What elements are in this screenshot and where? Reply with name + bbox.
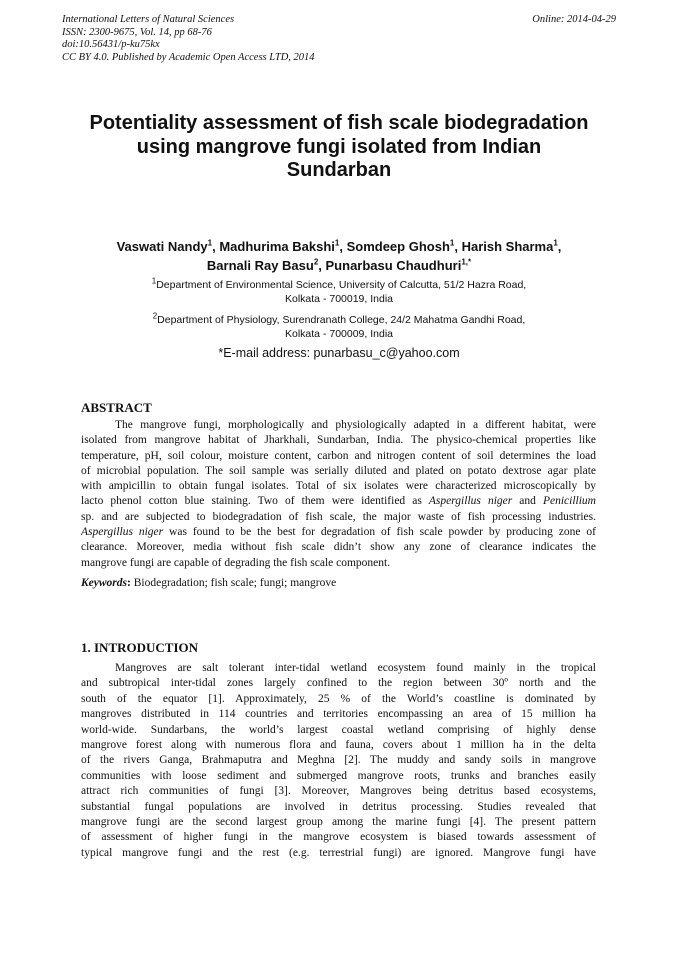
intro-line: mangrove forest along with numerous flora and fauna, covers about 1 million ha in the delta [81, 739, 596, 752]
species-name: Aspergillus niger [428, 495, 513, 508]
affiliation-mark: 2 [152, 311, 158, 321]
author-name: Harish Sharma [461, 239, 554, 254]
author-separator: , [318, 258, 326, 273]
keywords-text: Biodegradation; fish scale; fungi; mangrove [130, 577, 337, 589]
intro-line: attract rich communities of fungi [3]. Moreover, Mangroves being detritus based ecosystems, [81, 785, 596, 798]
journal-header [62, 14, 616, 64]
journal-issn: ISSN: 2300-9675, Vol. 14, pp 68-76 [62, 26, 212, 38]
abstract-line: with ampicillin to obtain fungal isolates. Total of six isolates were characterized microscopically by [81, 480, 596, 493]
online-date: Online: 2014-04-29 [532, 14, 616, 25]
introduction-heading: 1. INTRODUCTION [81, 640, 199, 655]
keywords-label: Keywords [81, 577, 127, 589]
author-affiliation-mark: 1 [207, 238, 213, 248]
author-separator: , [557, 239, 562, 254]
author-name: Madhurima Bakshi [219, 239, 335, 254]
abstract-text: and [512, 495, 543, 508]
species-name: Penicillium [542, 495, 596, 508]
author-separator: , [454, 239, 462, 254]
author-name: Barnali Ray Basu [206, 258, 314, 273]
affiliation-line [40, 311, 638, 328]
abstract-heading: ABSTRACT [81, 400, 152, 415]
keywords-colon: : [127, 577, 131, 589]
author-name: Somdeep Ghosh [346, 239, 450, 254]
author-affiliation-mark: 1 [553, 238, 558, 248]
intro-line: typical mangrove fungi and the rest (e.g. terrestrial fungi) are ignored. Mangrove fungi have [81, 846, 596, 859]
intro-line: world-wide. Sundarbans, the world’s largest coastal wetland comprising of highly dense [81, 723, 596, 736]
author-separator: , [339, 239, 347, 254]
intro-line: of assessment of higher fungi in the mangrove ecosystem is biased towards assessment of [81, 831, 596, 844]
author-affiliation-mark: 2 [313, 257, 319, 267]
abstract-body [81, 418, 596, 571]
abstract-line: sp. and are subjected to biodegradation of fish scale, the major waste of fish processing industries. [81, 510, 596, 523]
author-name: Punarbasu Chaudhuri [325, 258, 462, 273]
species-name: Aspergillus niger [81, 526, 164, 539]
abstract-line: temperature, pH, soil colour, moisture content, carbon and nitrogen content of soil determines the load [81, 449, 596, 462]
affiliation-line: Kolkata - 700019, India [285, 292, 393, 305]
abstract-line: isolated from mangrove habitat of Jharkhali, Sundarban, India. The physico-chemical properties like [81, 434, 596, 447]
abstract-line [81, 525, 596, 540]
title-line: Potentiality assessment of fish scale biodegradation [89, 112, 589, 134]
affiliation-2 [40, 311, 638, 341]
paper-title [60, 112, 618, 183]
abstract-line [81, 494, 596, 509]
abstract-text: was found to be the best for degradation of fish scale powder by producing zone of [163, 526, 596, 539]
abstract-line: clearance. Moreover, media without fish scale didn’t show any zone of clearance indicates the [81, 541, 596, 554]
journal-name: International Letters of Natural Sciences [62, 14, 235, 25]
author-affiliation-mark: 1 [449, 238, 455, 248]
keywords [81, 577, 596, 589]
author-list [40, 237, 638, 275]
corresponding-email: *E-mail address: punarbasu_c@yahoo.com [218, 346, 460, 360]
affiliation-text: Department of Physiology, Surendranath College, 24/2 Mahatma Gandhi Road, [157, 314, 526, 326]
title-line: Sundarban [286, 159, 392, 181]
introduction-body [81, 661, 596, 861]
author-line [40, 256, 638, 275]
intro-line: mangrove fungi are the second largest group among the marine fungi [4]. The present pattern [81, 816, 596, 829]
affiliation-line: Kolkata - 700009, India [285, 327, 393, 340]
affiliation-mark: 1 [151, 276, 157, 286]
author-affiliation-mark: 1 [334, 238, 340, 248]
author-affiliation-mark: 1,* [461, 257, 472, 267]
abstract-line: mangrove fungi are capable of degrading the fish scale component. [81, 556, 391, 569]
abstract-line: of microbial population. The soil sample was serially diluted and plated on potato dextrose agar plate [81, 464, 596, 477]
journal-doi: doi:10.56431/p-ku75kx [62, 39, 160, 50]
abstract-line: The mangrove fungi, morphologically and physiologically adapted in a different habitat, were [115, 419, 596, 431]
author-separator: , [212, 239, 220, 254]
author-name: Vaswati Nandy [116, 239, 208, 254]
title-line: using mangrove fungi isolated from Indian [136, 135, 542, 158]
intro-line: of the rivers Ganga, Brahmaputra and Meghna [2]. The muddy and sandy soils in mangrove [81, 754, 596, 767]
intro-line: communities with loose sediment and submerged mangrove roots, trunks and branches easily [81, 769, 596, 782]
affiliation-text: Department of Environmental Science, University of Calcutta, 51/2 Hazra Road, [156, 279, 527, 291]
intro-line: substantial fungal populations are involved in detritus processing. Studies revealed that [81, 800, 596, 813]
intro-line: Mangroves are salt tolerant inter-tidal wetland ecosystem found mainly in the tropical [115, 662, 596, 674]
author-line [40, 237, 638, 256]
journal-license: CC BY 4.0. Published by Academic Open Access LTD, 2014 [62, 51, 315, 63]
affiliation-line [40, 276, 638, 293]
abstract-text: lacto phenol cotton blue staining. Two of them were identified as [81, 495, 429, 508]
intro-line: and subtropical inter-tidal zones largely confined to the region between 30º north and the [81, 677, 596, 690]
affiliation-1 [40, 276, 638, 306]
intro-line: south of the equator [1]. Approximately, 25 % of the World’s coastline is dominated by [81, 692, 596, 705]
intro-line: mangroves distributed in 114 countries and territories encompassing an area of 15 million ha [81, 708, 596, 721]
